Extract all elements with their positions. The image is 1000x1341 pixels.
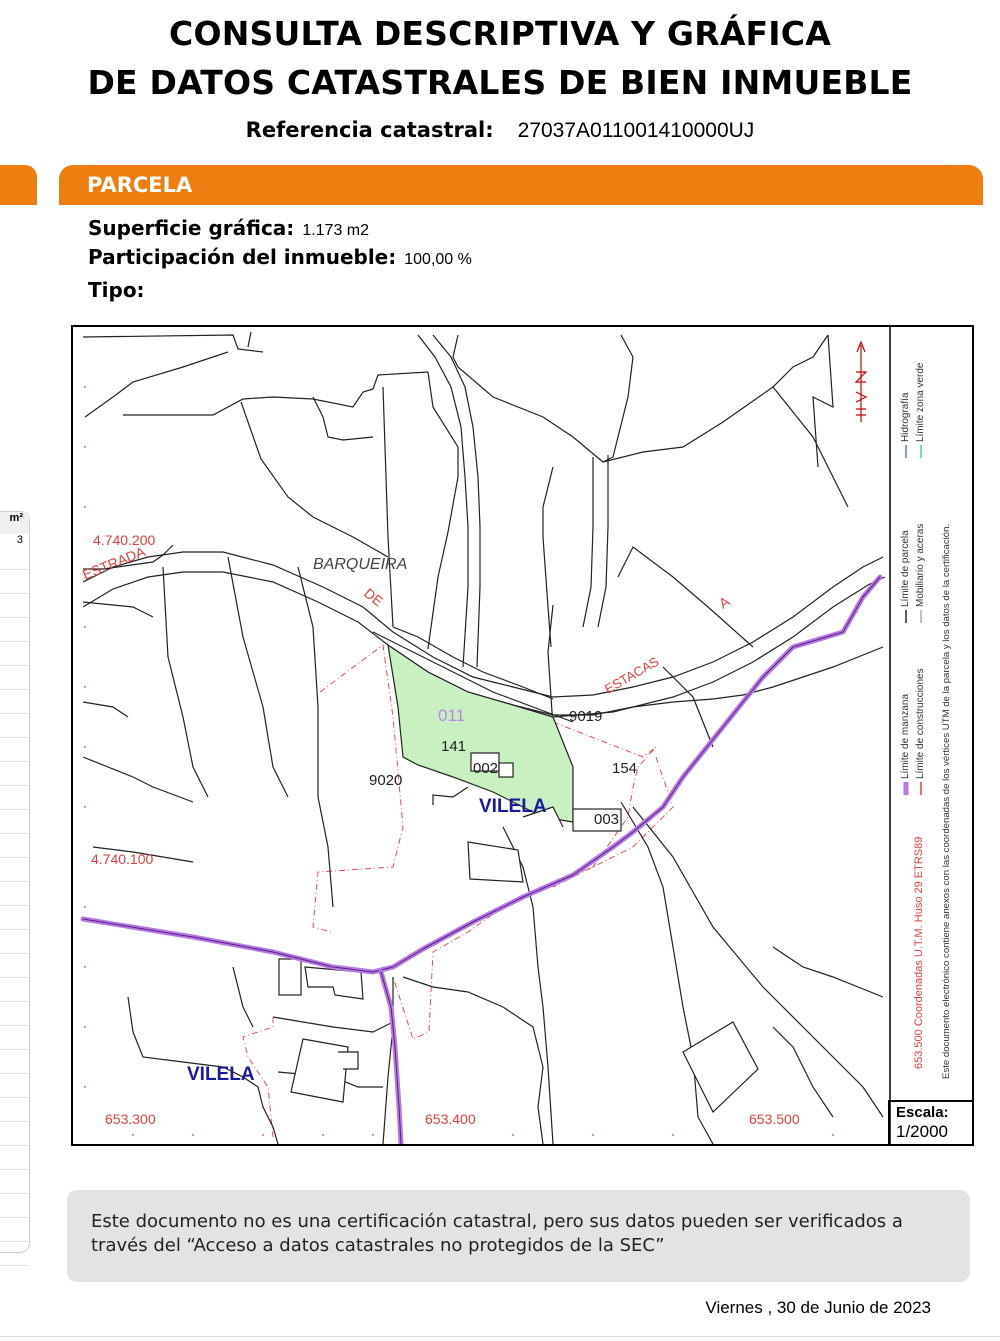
table-row <box>0 1170 29 1194</box>
bottom-divider <box>0 1336 1000 1337</box>
coord-y-label: 4.740.200 <box>93 532 156 548</box>
parcel-number-label: 154 <box>612 760 638 777</box>
document-annex-note: Este documento electrónico contiene anexos con las coordenadas de los vértices UTM de la parcela y los datos de la certificación. <box>941 523 952 1079</box>
ref-value: 27037A011001410000UJ <box>517 119 755 142</box>
table-row <box>0 906 29 930</box>
table-row <box>0 594 29 618</box>
parcel-number-label: 002 <box>473 760 499 777</box>
place-label: VILELA <box>187 1064 255 1085</box>
superficie-value: 1.173 m2 <box>302 222 370 239</box>
table-row <box>0 714 29 738</box>
table-row <box>0 738 29 762</box>
left-table-cell: 3 <box>16 534 23 546</box>
legend-mobiliario: Mobiliario y aceras <box>915 523 926 607</box>
superficie-field <box>88 216 369 240</box>
table-row <box>0 1122 29 1146</box>
poligono-label: 011 <box>438 706 466 725</box>
page-title-line1: CONSULTA DESCRIPTIVA Y GRÁFICA <box>169 14 831 53</box>
legend-zona-verde: Límite zona verde <box>915 362 926 442</box>
table-row <box>0 978 29 1002</box>
utm-coords-note: 653.500 Coordenadas U.T.M. Huso 29 ETRS89 <box>913 836 925 1069</box>
table-row <box>0 1050 29 1074</box>
coord-x-label: 653.500 <box>749 1111 800 1127</box>
participacion-value: 100,00 % <box>404 251 472 268</box>
participacion-label: Participación del inmueble: <box>88 245 397 269</box>
table-row <box>0 810 29 834</box>
road-label: ESTACAS <box>602 653 662 697</box>
parcela-section-border <box>59 203 983 215</box>
referencia-catastral <box>0 118 1000 143</box>
parcel-number-label: 141 <box>441 738 467 755</box>
table-row <box>0 834 29 858</box>
participacion-field <box>88 245 472 269</box>
page-title-line2: DE DATOS CATASTRALES DE BIEN INMUEBLE <box>87 63 913 102</box>
disclaimer-text: Este documento no es una certificación catastral, pero sus datos pueden ser verificados a través del “Acceso a datos catastrales no protegidos de la SEC” <box>91 1211 903 1256</box>
cadastral-map[interactable] <box>71 325 974 1146</box>
table-row <box>0 858 29 882</box>
coord-y-label: 4.740.100 <box>91 851 154 867</box>
table-row <box>0 570 29 594</box>
table-row <box>0 1074 29 1098</box>
parcel-number-label: 003 <box>594 811 620 828</box>
road-label: ESTRADA <box>80 543 148 583</box>
superficie-label: Superficie gráfica: <box>88 216 295 240</box>
parcela-section-header <box>59 165 983 205</box>
table-row <box>0 1194 29 1218</box>
table-row <box>0 1098 29 1122</box>
legend-manzana: Límite de manzana <box>900 693 911 779</box>
table-row <box>0 1026 29 1050</box>
parcela-section-title: PARCELA <box>87 173 193 197</box>
legend-construcciones: Límite de construcciones <box>915 668 926 779</box>
table-row <box>0 882 29 906</box>
tipo-label: Tipo: <box>88 278 145 302</box>
table-row <box>0 1242 29 1266</box>
north-arrow-icon <box>856 342 866 422</box>
disclaimer-note <box>67 1190 970 1282</box>
table-row <box>0 1218 29 1242</box>
left-table-header: m² <box>0 512 29 534</box>
coord-x-label: 653.400 <box>425 1111 476 1127</box>
table-row <box>0 642 29 666</box>
legend-parcela: Límite de parcela <box>900 530 911 607</box>
table-row <box>0 546 29 570</box>
coord-x-label: 653.300 <box>105 1111 156 1127</box>
table-row <box>0 690 29 714</box>
table-row <box>0 1002 29 1026</box>
parcel-number-label: 9020 <box>369 772 403 789</box>
left-section-tab <box>0 165 37 205</box>
scale-box <box>888 1100 972 1145</box>
tipo-field <box>88 278 153 302</box>
place-label: BARQUEIRA <box>313 556 408 573</box>
scale-label: Escala: <box>896 1104 949 1121</box>
scale-value: 1/2000 <box>896 1122 948 1141</box>
table-row <box>0 930 29 954</box>
road-label: DE <box>361 584 387 610</box>
legend-hidrografia: Hidrografía <box>900 392 911 442</box>
left-side-table <box>0 511 30 1253</box>
table-row <box>0 762 29 786</box>
parcel-number-label: 9019 <box>569 708 603 725</box>
table-row <box>0 1146 29 1170</box>
road-lines <box>83 335 885 715</box>
table-row <box>0 954 29 978</box>
ref-label: Referencia catastral: <box>245 118 494 142</box>
table-row <box>0 666 29 690</box>
place-label: VILELA <box>479 796 547 817</box>
left-section-line <box>0 203 35 211</box>
table-row <box>0 786 29 810</box>
road-label: A <box>715 592 733 612</box>
document-date: Viernes , 30 de Junio de 2023 <box>705 1298 931 1317</box>
table-row <box>0 618 29 642</box>
map-svg <box>73 327 972 1144</box>
